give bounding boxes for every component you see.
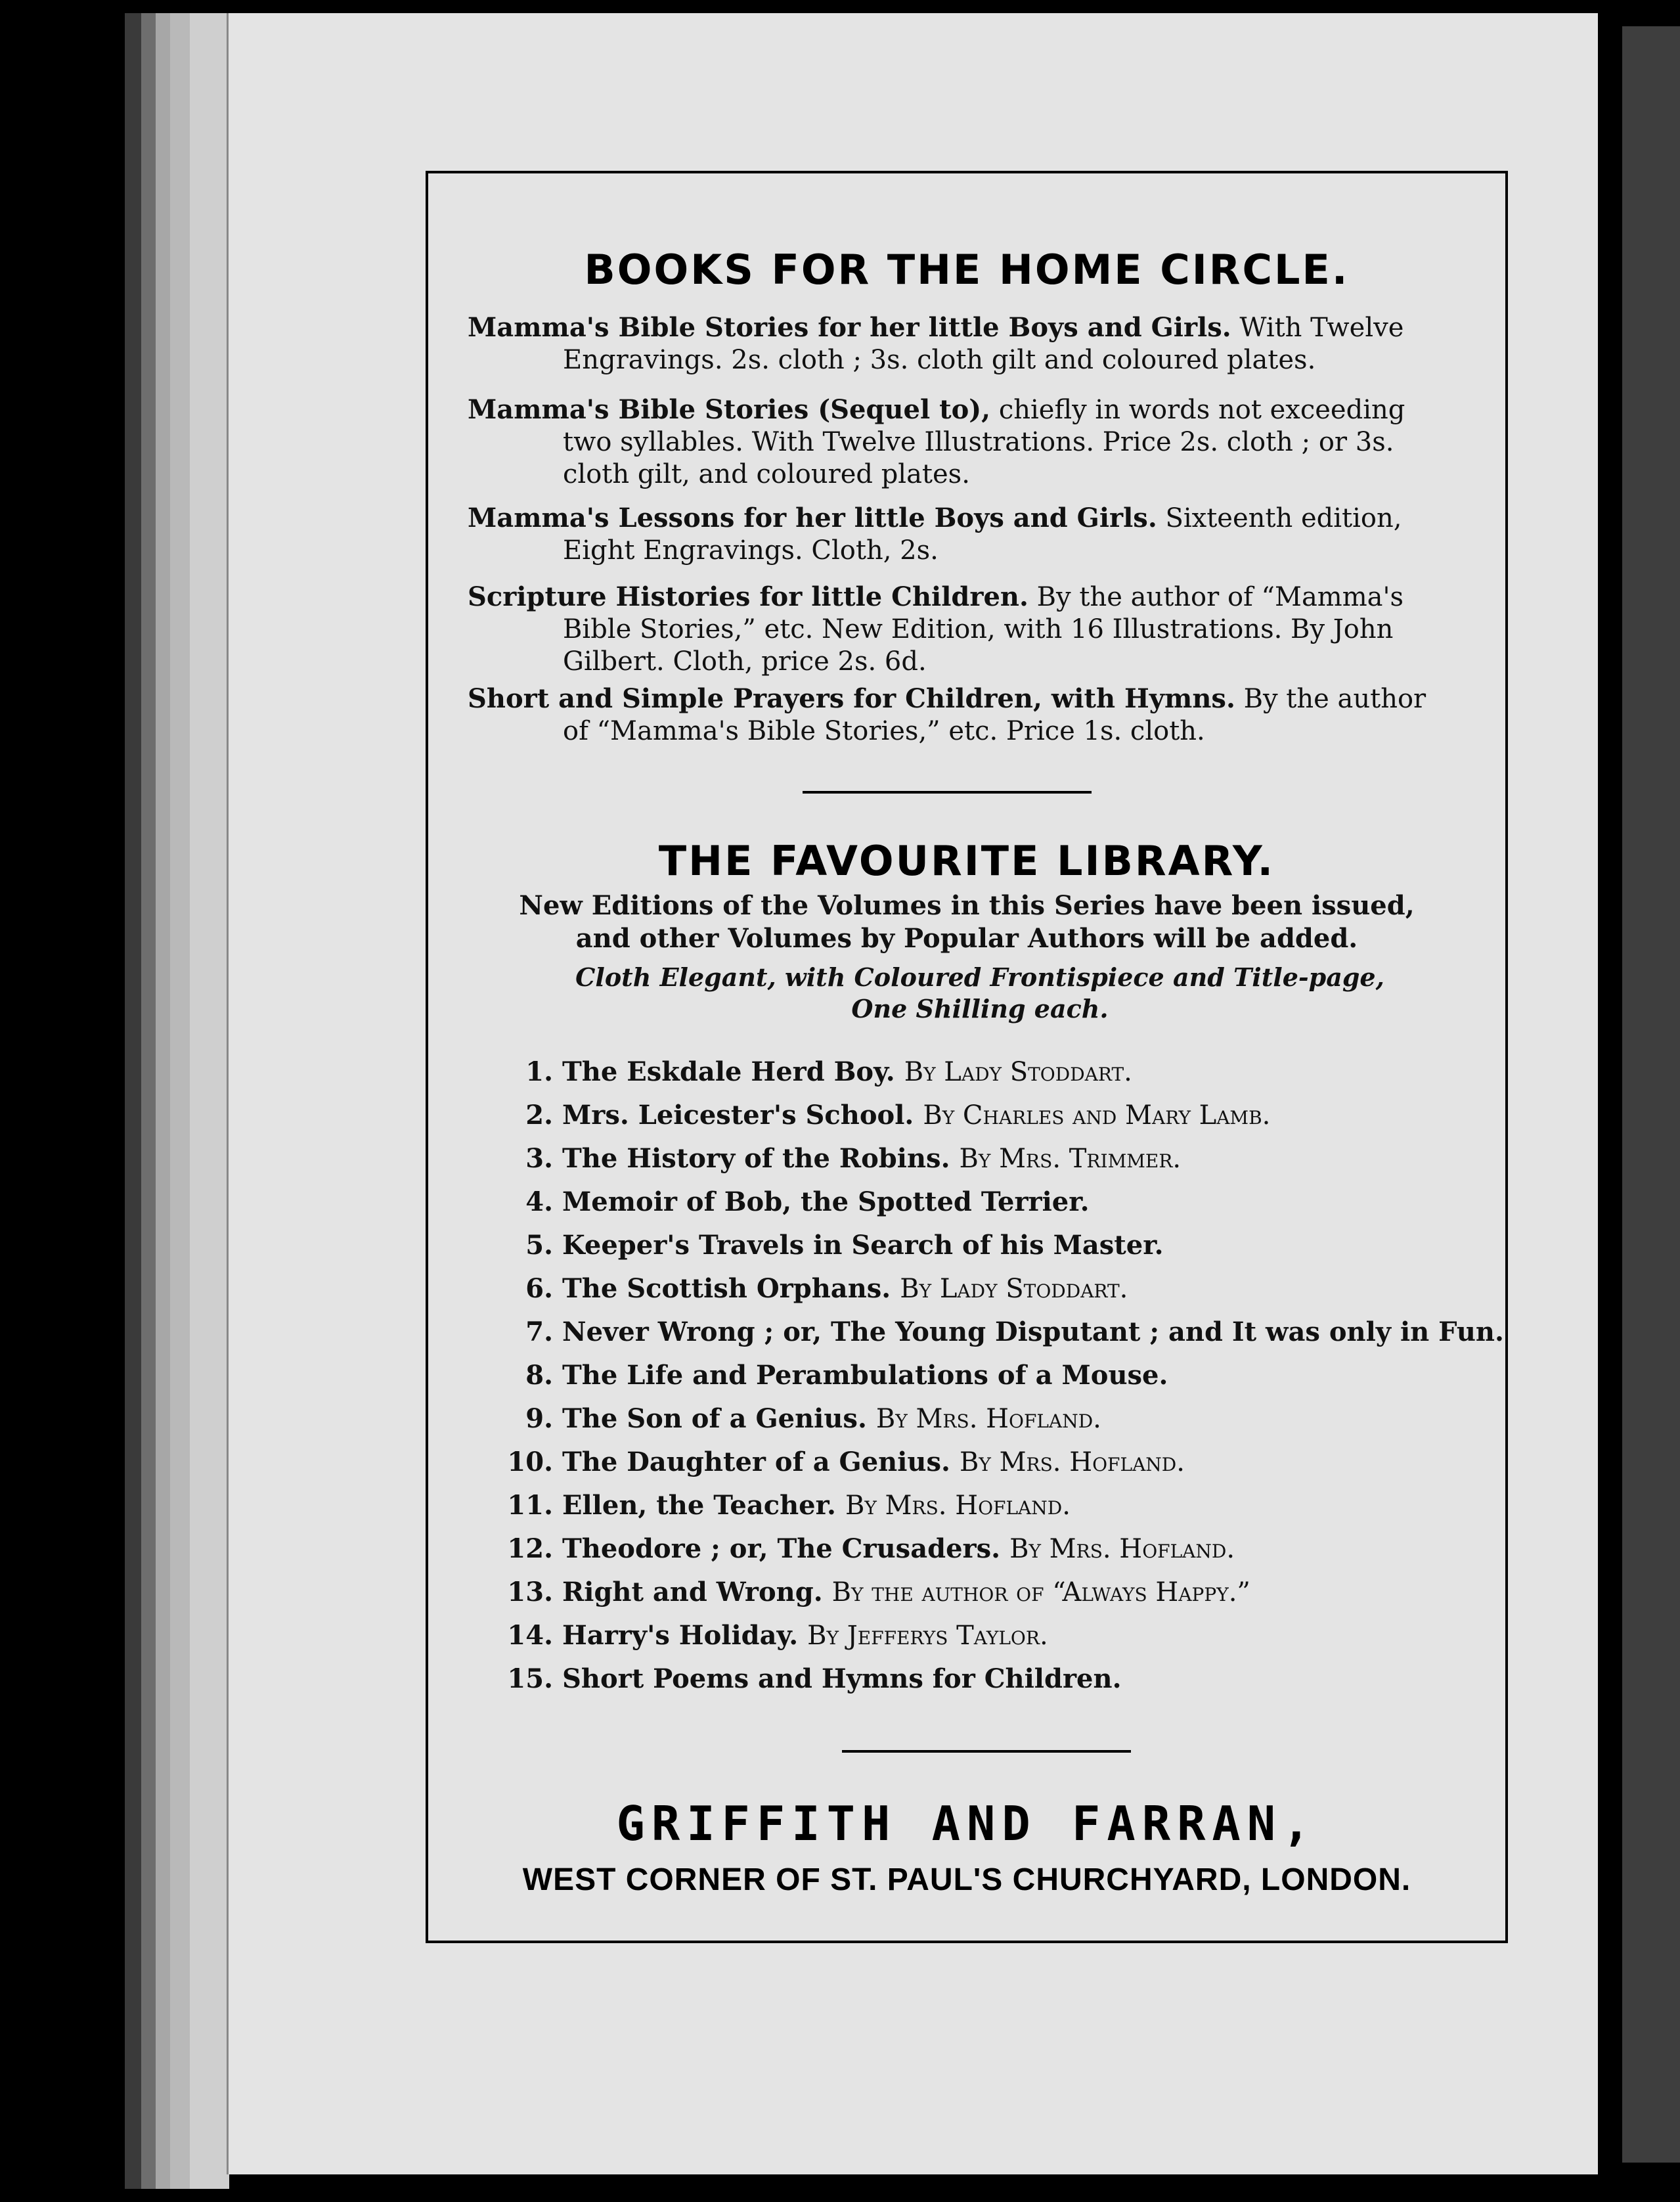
library-price-note: One Shilling each. <box>851 994 1109 1023</box>
publisher-address: WEST CORNER OF ST. PAUL'S CHURCHYARD, LONDON. <box>522 1862 1411 1897</box>
book-entry <box>468 581 1466 678</box>
item-title: Short Poems and Hymns for Children. <box>562 1663 1122 1694</box>
book-entry <box>468 502 1466 567</box>
list-item <box>491 1311 1504 1354</box>
item-author: By Mrs. Hofland. <box>875 1404 1101 1434</box>
entry-title: Scripture Histories for little Children. <box>468 581 1028 612</box>
item-author: By Charles and Mary Lamb. <box>923 1100 1271 1131</box>
book-entry <box>468 311 1466 376</box>
item-title: Memoir of Bob, the Spotted Terrier. <box>562 1186 1090 1217</box>
list-item <box>491 1484 1479 1527</box>
entry-title: Mamma's Bible Stories (Sequel to), <box>468 394 991 425</box>
list-item <box>491 1224 1479 1267</box>
item-title: Keeper's Travels in Search of his Master. <box>562 1230 1164 1261</box>
page-edge <box>156 13 170 2189</box>
item-number: 8. <box>525 1360 553 1391</box>
item-author: By Mrs. Hofland. <box>1009 1534 1235 1564</box>
item-title: The Life and Perambulations of a Mouse. <box>562 1360 1168 1391</box>
facing-page-edge <box>1622 26 1680 2163</box>
section-divider <box>842 1750 1131 1753</box>
item-title: Never Wrong ; or, The Young Disputant ; and It was only in Fun. <box>562 1316 1504 1347</box>
entry-title: Mamma's Bible Stories for her little Boys and Girls. <box>468 312 1231 343</box>
library-list <box>491 1050 1504 1701</box>
item-author: By Mrs. Trimmer. <box>959 1144 1182 1174</box>
page-edge <box>170 13 190 2189</box>
item-title: Ellen, the Teacher. <box>562 1490 836 1521</box>
entry-text: With Twelve <box>1239 313 1404 343</box>
item-number: 4. <box>525 1186 553 1217</box>
item-number: 11. <box>507 1490 553 1521</box>
item-number: 15. <box>507 1663 553 1694</box>
item-author: By Mrs. Hofland. <box>959 1447 1185 1477</box>
item-title: Harry's Holiday. <box>562 1620 799 1651</box>
item-author: By the author of “Always Happy.” <box>831 1577 1250 1607</box>
entry-continuation: of “Mamma's Bible Stories,” etc. Price 1s. cloth. <box>563 716 1205 746</box>
advertisement-frame <box>426 171 1508 1943</box>
page-edge <box>141 13 156 2189</box>
section-divider <box>803 791 1092 794</box>
list-item <box>491 1657 1479 1701</box>
entry-continuation: Engravings. 2s. cloth ; 3s. cloth gilt and coloured plates. <box>563 345 1316 375</box>
item-title: Right and Wrong. <box>562 1577 823 1607</box>
item-title: The Scottish Orphans. <box>562 1273 891 1304</box>
item-number: 14. <box>507 1620 553 1651</box>
book-entry <box>468 683 1466 748</box>
publisher-name: GRIFFITH AND FARRAN, <box>616 1796 1317 1851</box>
book-page <box>227 13 1598 2174</box>
item-number: 6. <box>525 1273 553 1304</box>
entry-text: By the author of “Mamma's <box>1036 582 1404 612</box>
entry-continuation: Eight Engravings. Cloth, 2s. <box>563 535 939 566</box>
list-item <box>491 1614 1479 1657</box>
item-number: 9. <box>525 1403 553 1434</box>
item-number: 2. <box>525 1100 553 1131</box>
item-title: Mrs. Leicester's School. <box>562 1100 914 1131</box>
entry-continuation: Bible Stories,” etc. New Edition, with 16 Illustrations. By John Gilbert. Cloth, price 2s. 6d. <box>563 614 1394 677</box>
entry-text: Sixteenth edition, <box>1165 503 1402 533</box>
list-item <box>491 1397 1479 1441</box>
item-author: By Jefferys Taylor. <box>807 1621 1048 1651</box>
item-author: By Lady Stoddart. <box>900 1274 1128 1304</box>
item-title: The Eskdale Herd Boy. <box>562 1056 895 1087</box>
item-author: By Lady Stoddart. <box>904 1057 1132 1087</box>
entry-continuation: two syllables. With Twelve Illustrations. Price 2s. cloth ; or 3s. cloth gilt, and coloured plates. <box>563 427 1394 489</box>
item-number: 7. <box>525 1316 553 1347</box>
item-title: The Daughter of a Genius. <box>562 1447 950 1477</box>
favourite-library-heading: THE FAVOURITE LIBRARY. <box>658 837 1275 885</box>
entry-title: Mamma's Lessons for her little Boys and Girls. <box>468 503 1157 533</box>
entry-text: By the author <box>1243 684 1426 714</box>
item-number: 10. <box>507 1447 553 1477</box>
item-author: By Mrs. Hofland. <box>845 1491 1071 1521</box>
list-item <box>491 1354 1479 1397</box>
item-title: The History of the Robins. <box>562 1143 950 1174</box>
entry-title: Short and Simple Prayers for Children, with Hymns. <box>468 683 1235 714</box>
list-item <box>491 1527 1479 1571</box>
list-item <box>491 1441 1479 1484</box>
entry-text: chiefly in words not exceeding <box>998 395 1405 425</box>
list-item <box>491 1571 1479 1614</box>
list-item <box>491 1137 1479 1180</box>
item-number: 5. <box>525 1230 553 1261</box>
list-item <box>491 1180 1479 1224</box>
page-edge <box>125 13 141 2189</box>
item-number: 12. <box>507 1533 553 1564</box>
home-circle-heading: BOOKS FOR THE HOME CIRCLE. <box>584 246 1350 294</box>
item-number: 1. <box>525 1056 553 1087</box>
item-number: 3. <box>525 1143 553 1174</box>
list-item <box>491 1267 1479 1311</box>
page-edge <box>190 13 229 2189</box>
item-number: 13. <box>507 1577 553 1607</box>
library-subtitle: Cloth Elegant, with Coloured Frontispiece and Title-page, <box>575 962 1384 992</box>
book-entry <box>468 393 1466 491</box>
list-item <box>491 1094 1479 1137</box>
item-title: The Son of a Genius. <box>562 1403 867 1434</box>
list-item <box>491 1050 1479 1094</box>
item-title: Theodore ; or, The Crusaders. <box>562 1533 1001 1564</box>
library-intro: New Editions of the Volumes in this Series have been issued, and other Volumes by Popular Authors will be added. <box>519 890 1415 954</box>
